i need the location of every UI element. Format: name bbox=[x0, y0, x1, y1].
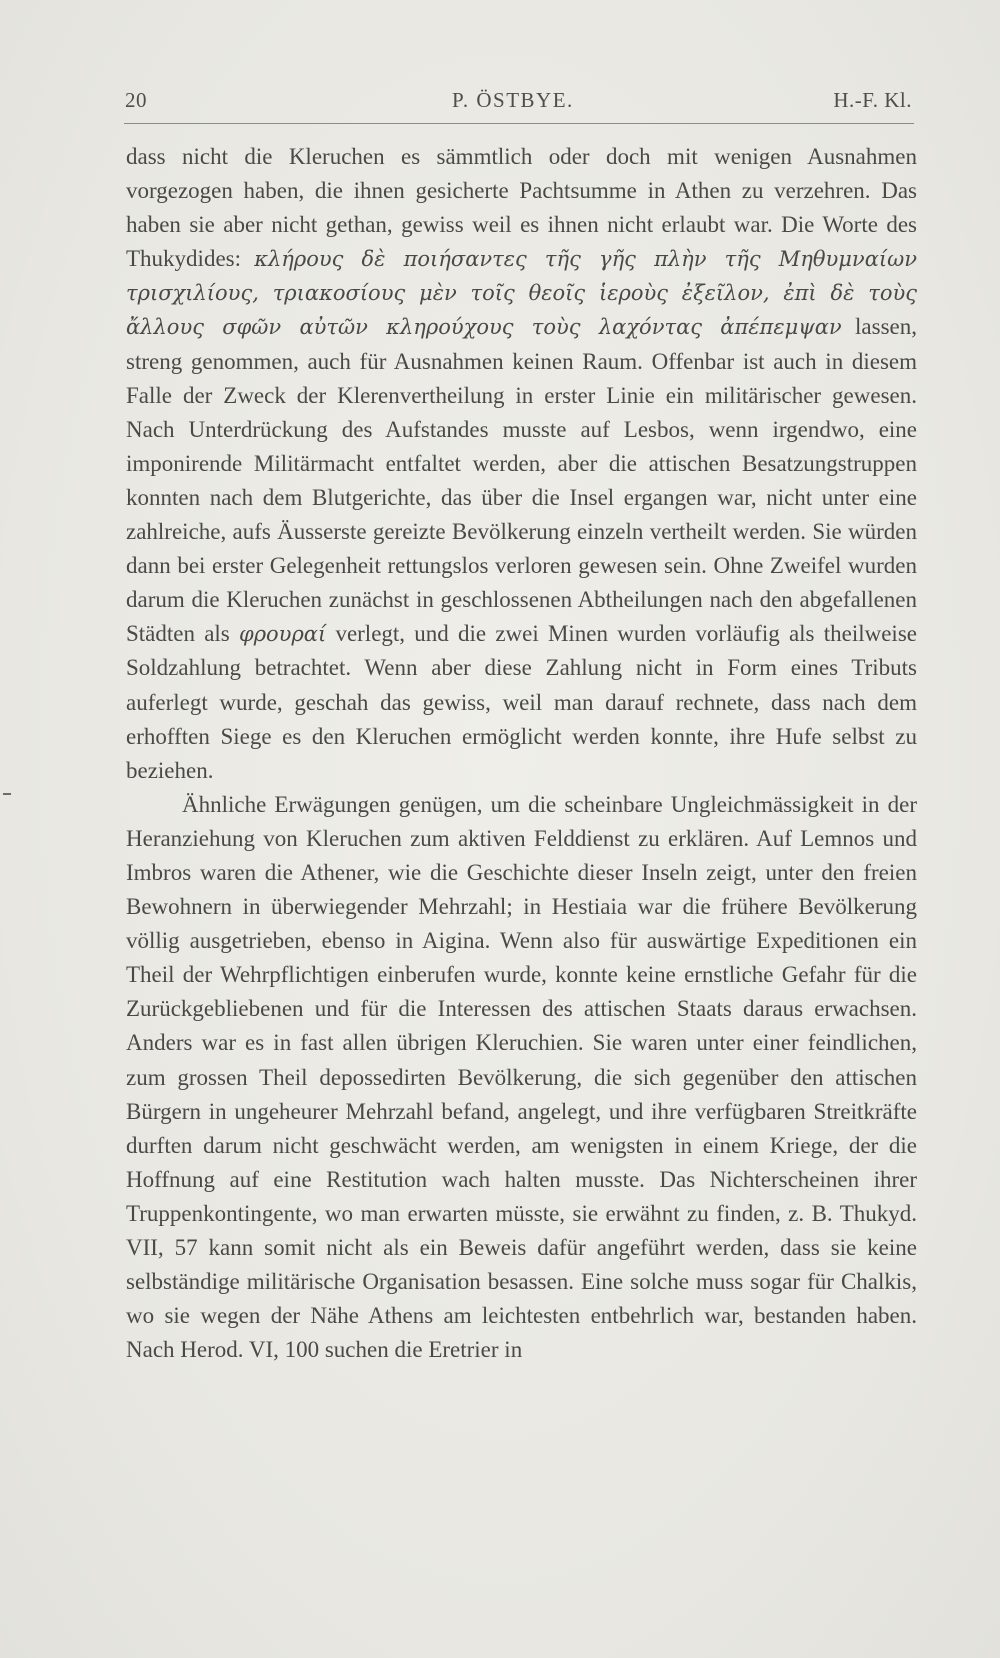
paragraph-2: Ähnliche Erwägungen genügen, um die scheinbare Ungleichmässigkeit in der Heranziehung von Kleruchen zum aktiven Felddienst zu erklären. Auf Lemnos und Imbros waren die Athener, wie die Geschichte dieser Inseln zeigt, unter den freien Bewohnern in überwiegender Mehrzahl; in Hestiaia war die frühere Bevölkerung völlig ausgetrieben, ebenso in Aigina. Wenn also für auswärtige Expeditionen ein Theil der Wehrpflichtigen einberufen wurde, konnte keine ernstliche Gefahr für die Zurückgebliebenen und für die Interessen des attischen Staats daraus erwachsen. Anders war es in fast allen übrigen Kleruchien. Sie waren unter einer feindlichen, zum grossen Theil depossedirten Bevölkerung, die sich gegenüber den attischen Bürgern in ungeheurer Mehrzahl befand, angelegt, und ihre verfügbaren Streitkräfte durften darum nicht geschwächt werden, am wenigsten in einem Kriege, der die Hoffnung auf eine Restitution wach halten musste. Das Nichterscheinen ihrer Truppenkontingente, wo man erwarten müsste, sie erwähnt zu finden, z. B. Thukyd. VII, 57 kann somit nicht als ein Beweis dafür angeführt werden, dass sie keine selbständige militärische Organisation besassen. Eine solche muss sogar für Chalkis, wo sie wegen der Nähe Athens am leichtesten entbehrlich war, bestanden haben. Nach Herod. VI, 100 suchen die Eretrier in bbox=[126, 791, 917, 1363]
greek-quotation-thukydides: κλήρους δὲ ποιήσαντες τῆς γῆς πλὴν τῆς Μηθυμναίων τρισχιλίους, τριακοσίους μὲν τοῖς θεοῖς ἱεροὺς ἐξεῖλον, ἐπὶ δὲ τοὺς ἄλλους σφῶν αὐτῶν κληρούχους τοὺς λαχόντας ἀπέπεμψαν bbox=[126, 247, 917, 340]
running-header-author: P. ÖSTBYE. bbox=[452, 88, 574, 112]
body-text bbox=[126, 140, 917, 1367]
running-header-section: H.-F. Kl. bbox=[833, 88, 912, 112]
paragraph-1-text-a: dass nicht die Kleruchen es sämmtlich oder doch mit wenigen Ausnahmen vorgezogen haben, die ihnen gesicherte Pachtsumme in Athen zu verzehren. Das haben sie aber nicht gethan, gewiss weil es ihnen nicht erlaubt war. Die Worte des Thukydides: bbox=[126, 144, 917, 272]
paragraph-1-text-c: verlegt, und die zwei Minen wurden vorläufig als theilweise Soldzahlung betrachtet. Wenn aber diese Zahlung nicht in Form eines Tributs auferlegt wurde, geschah das gewiss, weil man darauf rechnete, dass nach dem erhofften Siege es den Kleruchen ermöglicht werden konnte, ihre Hufe selbst zu beziehen. bbox=[126, 621, 917, 783]
running-header bbox=[125, 88, 912, 116]
greek-word-phrourai: φρουραί bbox=[238, 622, 327, 647]
paragraph-1-text-b: lassen, streng genommen, auch für Ausnahmen keinen Raum. Offenbar ist auch in diesem Falle der Zweck der Klerenvertheilung in erster Linie ein militärischer gewesen. Nach Unterdrückung des Aufstandes musste auf Lesbos, wenn irgendwo, eine imponirende Militärmacht entfaltet werden, aber die attischen Besatzungstruppen konnten nach dem Blutgerichte, das über die Insel ergangen war, nicht unter eine zahlreiche, aufs Äusserste gereizte Bevölkerung einzeln vertheilt werden. Sie würden dann bei erster Gelegenheit rettungslos verloren gewesen sein. Ohne Zweifel wurden darum die Kleruchen zunächst in geschlossenen Abtheilungen nach den abgefallenen Städten als bbox=[126, 314, 917, 647]
page-number: 20 bbox=[125, 88, 147, 112]
header-rule bbox=[124, 123, 914, 124]
margin-mark bbox=[3, 793, 11, 795]
paragraph-1 bbox=[126, 140, 917, 788]
